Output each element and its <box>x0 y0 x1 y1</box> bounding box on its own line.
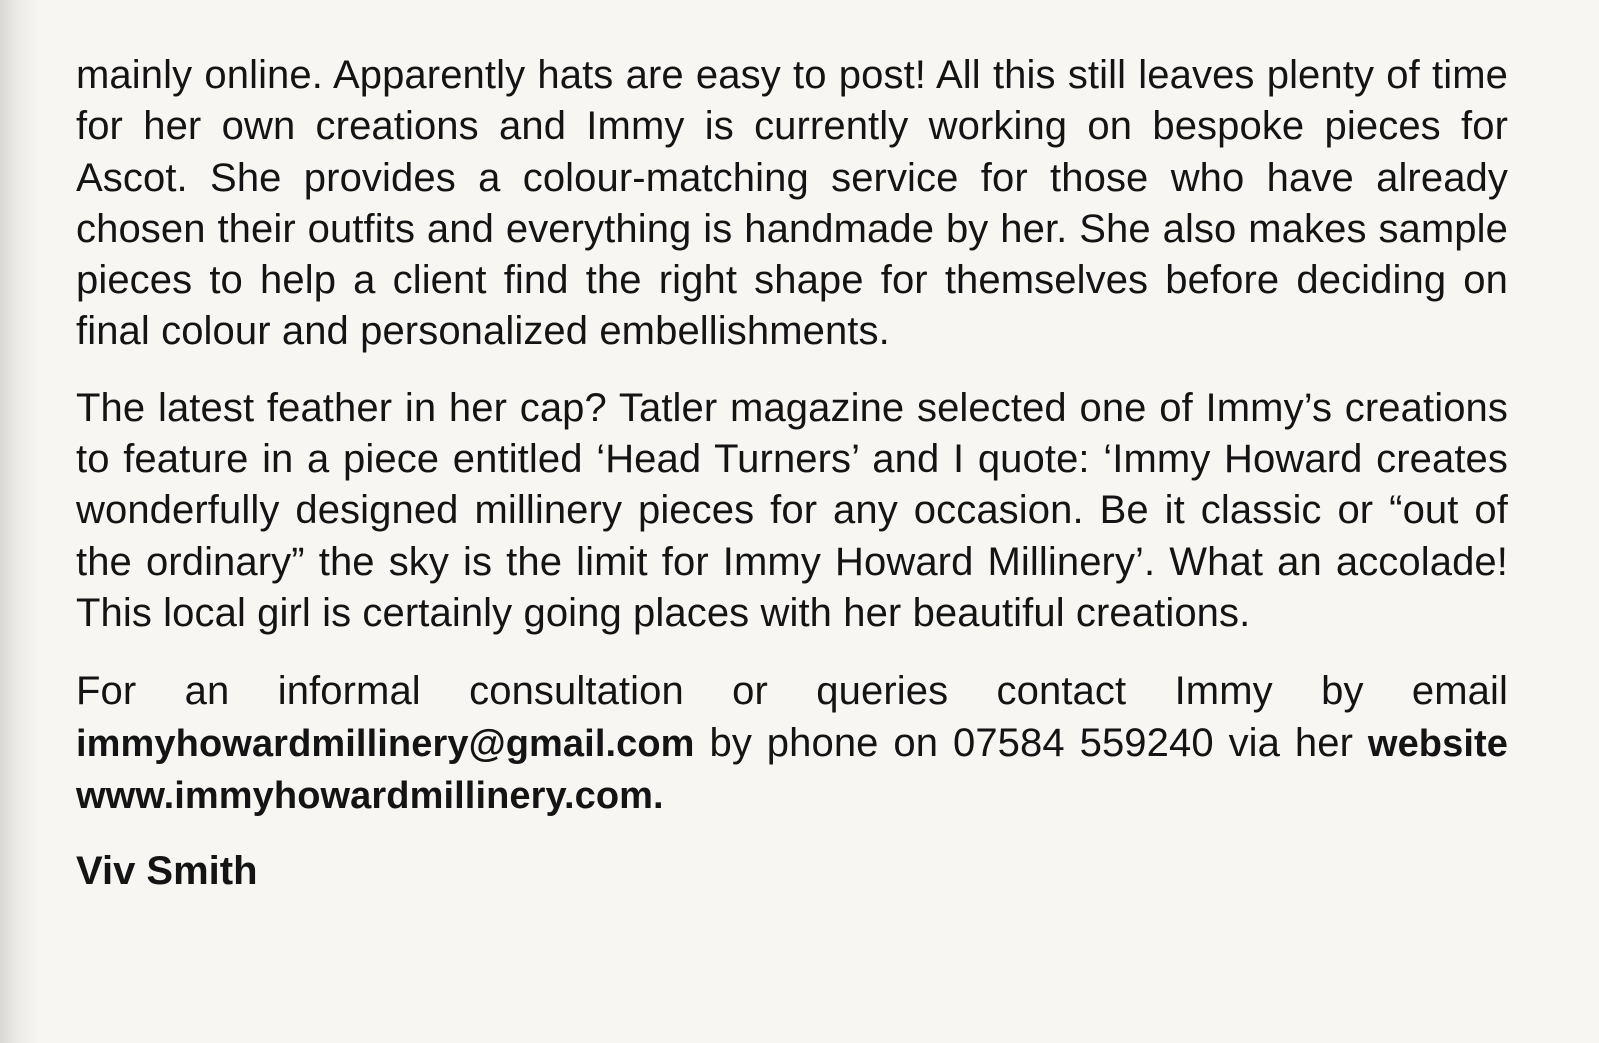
contact-website-label: website <box>1367 722 1508 765</box>
page-edge-shadow <box>0 0 40 1043</box>
contact-website: www.immyhowardmillinery.com. <box>76 774 664 817</box>
paragraph-online-sales: mainly online. Apparently hats are easy to post! All this still leaves plenty of time for her own creations and Immy is currently working on bespoke pieces for Ascot. She provides a colour-matching service for those who have already chosen their outfits and everything is handmade by her. She also makes sample pieces to help a client find the right shape for themselves before deciding on final colour and personalized embellishments. <box>76 53 1508 354</box>
article-page <box>76 50 1508 897</box>
contact-phone: by phone on 07584 559240 via her <box>709 720 1354 765</box>
contact-email: immyhowardmillinery@gmail.com <box>76 722 695 765</box>
author-signature: Viv Smith <box>76 849 258 894</box>
paragraph-contact <box>76 666 1508 822</box>
paragraph-tatler-feature: The latest feather in her cap? Tatler magazine selected one of Immy’s creations to feature in a piece entitled ‘Head Turners’ and I quote: ‘Immy Howard creates wonderfully designed millinery pieces for any occasion. Be it classic or “out of the ordinary” the sky is the limit for Immy Howard Millinery’. What an accolade! This local girl is certainly going places with her beautiful creations. <box>76 385 1508 635</box>
contact-intro: For an informal consultation or queries contact Immy by email <box>76 669 1508 714</box>
